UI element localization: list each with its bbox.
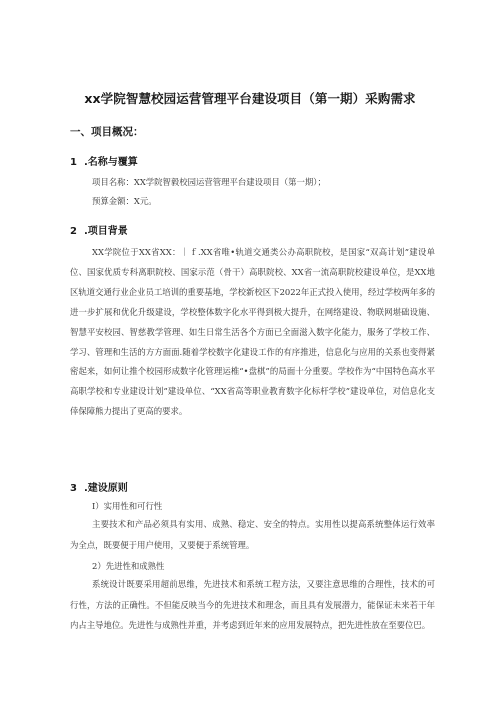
subsection-title: .项目背景 (84, 226, 128, 237)
subsection-number: 1 (70, 157, 77, 168)
project-name-line: 项目名称：XX学院智毅校园运营管理平台建设项目（第一期）； (92, 177, 326, 187)
subsection-title: .名称与覆算 (84, 157, 138, 168)
budget-line: 预算金额：X元。 (92, 196, 157, 206)
subsection-number: 2 (70, 226, 77, 237)
background-paragraph: XX学院位于XX省XX：｜ｆ.XX省唯•轨道交通类公办高职院校，是国家“双高计划”建设单位、国家优质专科离职院校、国家示范（骨干）高职院校、XX省一流高职院校建设单位，是XX地区轨道交通行业企业员工培训的重要基地，学校新校区下2022年正式投入使用，经过学校两年多的进一步扩展和优化升级建设，学校整体数字化水平得到极大提升，在网络建设、物联网堪础设施、智慧平安校园、智慈教学管理、如生日常生活各个方面已全面滋入数字化能力，服务了学校工作、学习、管理和生活的方方面面.随着学校数字化建设工作的有序推进，信息化与应用的关系也变得紧密起来，如何让推个校园形成数字化管理运椎“•盘棋”的局面十分重要。学校作为“中国特色高水平高职学校和专业建设计划”建设单位、“XX省高等职业教育数字化标杆学校”建设单位，对信息化支倖保障熊力提出了更高的要求。 (70, 247, 435, 417)
section-heading-overview: 一、项目概况： (70, 126, 144, 138)
principle-1-label: I）实用性和可行性 (92, 501, 163, 511)
subsection-heading-name-budget (70, 153, 138, 168)
subsection-number: 3 (70, 483, 77, 494)
principle-2-text: 系统设计既要采用超前思维，先进技术和系统工程方法，又要注意思维的合理性，技术的可行性，方法的正确性。不但能反映当今的先进技术和理念，而且具有发展潜力，能保证未来若干年内占主导地位。先进性与成熟性并重，并考虑到近年来的应用发展特点，把先进性放在至要位巴。 (70, 579, 435, 630)
subsection-heading-principles (70, 479, 128, 494)
subsection-title: .建设原则 (84, 483, 128, 494)
document-title: xx学院智慧校园运营管理平台建设项目（第一期）采购需求 (84, 91, 416, 106)
subsection-heading-background (70, 222, 128, 237)
principle-2-label: 2）先进性和成熟性 (92, 561, 165, 571)
principle-1-text: 主要技术和产品必须具有实用、成熟、稳定、安全的特点。实用性以提高系统整体运行效率为全点，既要便于用户使用，又要便于系统管理。 (70, 519, 435, 550)
